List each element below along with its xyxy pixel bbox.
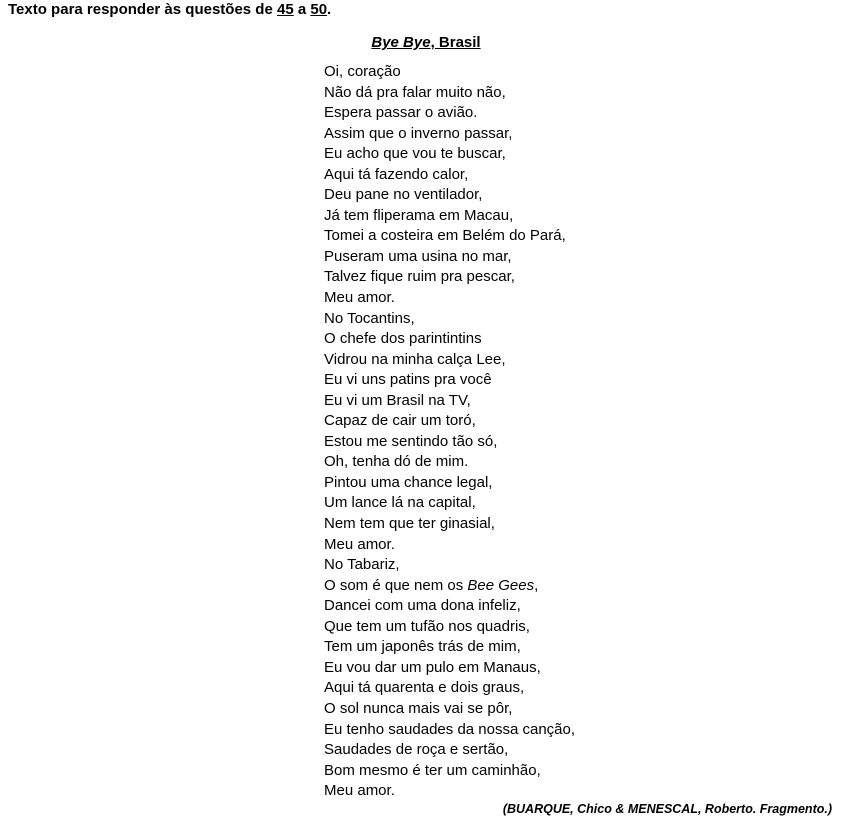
poem-line: Oi, coração xyxy=(324,63,401,80)
poem-line: Pintou uma chance legal, xyxy=(324,473,493,491)
poem-line: Saudades de roça e sertão, xyxy=(324,741,509,759)
poem-line: No Tocantins, xyxy=(324,309,415,327)
poem-line: Deu pane no ventilador, xyxy=(324,186,483,204)
poem-line: Vidrou na minha calça Lee, xyxy=(324,350,506,368)
poem-line: Eu vou dar um pulo em Manaus, xyxy=(324,658,541,676)
poem-line: Meu amor. xyxy=(324,535,395,553)
poem-title xyxy=(0,33,852,53)
poem-line: Eu tenho saudades da nossa canção, xyxy=(324,720,576,738)
poem-line: Aqui tá quarenta e dois graus, xyxy=(324,679,525,697)
poem-line-bee-gees xyxy=(324,576,575,597)
source-citation: (BUARQUE, Chico & MENESCAL, Roberto. Fragmento.) xyxy=(502,802,832,816)
poem-line: Um lance lá na capital, xyxy=(324,494,476,512)
poem-line: Tomei a costeira em Belém do Pará, xyxy=(324,227,566,245)
instruction-header xyxy=(8,0,331,19)
poem-line: Dancei com uma dona infeliz, xyxy=(324,597,521,615)
poem-line: Espera passar o avião. xyxy=(324,104,478,122)
poem-line: No Tabariz, xyxy=(324,556,400,574)
poem-line: Já tem fliperama em Macau, xyxy=(324,206,514,224)
poem-body xyxy=(324,62,575,802)
poem-title-italic: Bye Bye xyxy=(371,34,431,51)
poem-line: Eu acho que vou te buscar, xyxy=(324,145,506,163)
poem-line: Não dá pra falar muito não, xyxy=(324,83,506,101)
poem-line: Assim que o inverno passar, xyxy=(324,124,513,142)
poem-line: Meu amor. xyxy=(324,289,395,307)
question-end-number: 50 xyxy=(310,1,328,18)
bee-gees-italic: Bee Gees xyxy=(467,576,535,594)
poem-title-rest: , Brasil xyxy=(430,34,481,51)
poem-line: Estou me sentindo tão só, xyxy=(324,432,498,450)
poem-line: Eu vi um Brasil na TV, xyxy=(324,391,471,409)
poem-line: Tem um japonês trás de mim, xyxy=(324,638,521,656)
poem-line: Meu amor. xyxy=(324,782,395,800)
bee-gees-after: , xyxy=(534,576,539,594)
poem-line: Bom mesmo é ter um caminhão, xyxy=(324,761,541,779)
header-prefix: Texto para responder às questões de xyxy=(8,1,277,18)
question-start-number: 45 xyxy=(276,1,294,18)
poem-line: Eu vi uns patins pra você xyxy=(324,371,492,389)
poem-line: O sol nunca mais vai se pôr, xyxy=(324,699,513,717)
header-connector: a xyxy=(293,1,311,18)
poem-line: O chefe dos parintintins xyxy=(324,330,482,348)
poem-line: Puseram uma usina no mar, xyxy=(324,247,512,265)
poem-line: Nem tem que ter ginasial, xyxy=(324,515,495,533)
poem-line: Oh, tenha dó de mim. xyxy=(324,453,469,471)
poem-line: Que tem um tufão nos quadris, xyxy=(324,617,530,635)
poem-line: Aqui tá fazendo calor, xyxy=(324,165,469,183)
poem-line: Capaz de cair um toró, xyxy=(324,412,476,430)
poem-line: Talvez fique ruim pra pescar, xyxy=(324,268,515,286)
header-suffix: . xyxy=(327,1,332,18)
bee-gees-before: O som é que nem os xyxy=(324,576,468,594)
